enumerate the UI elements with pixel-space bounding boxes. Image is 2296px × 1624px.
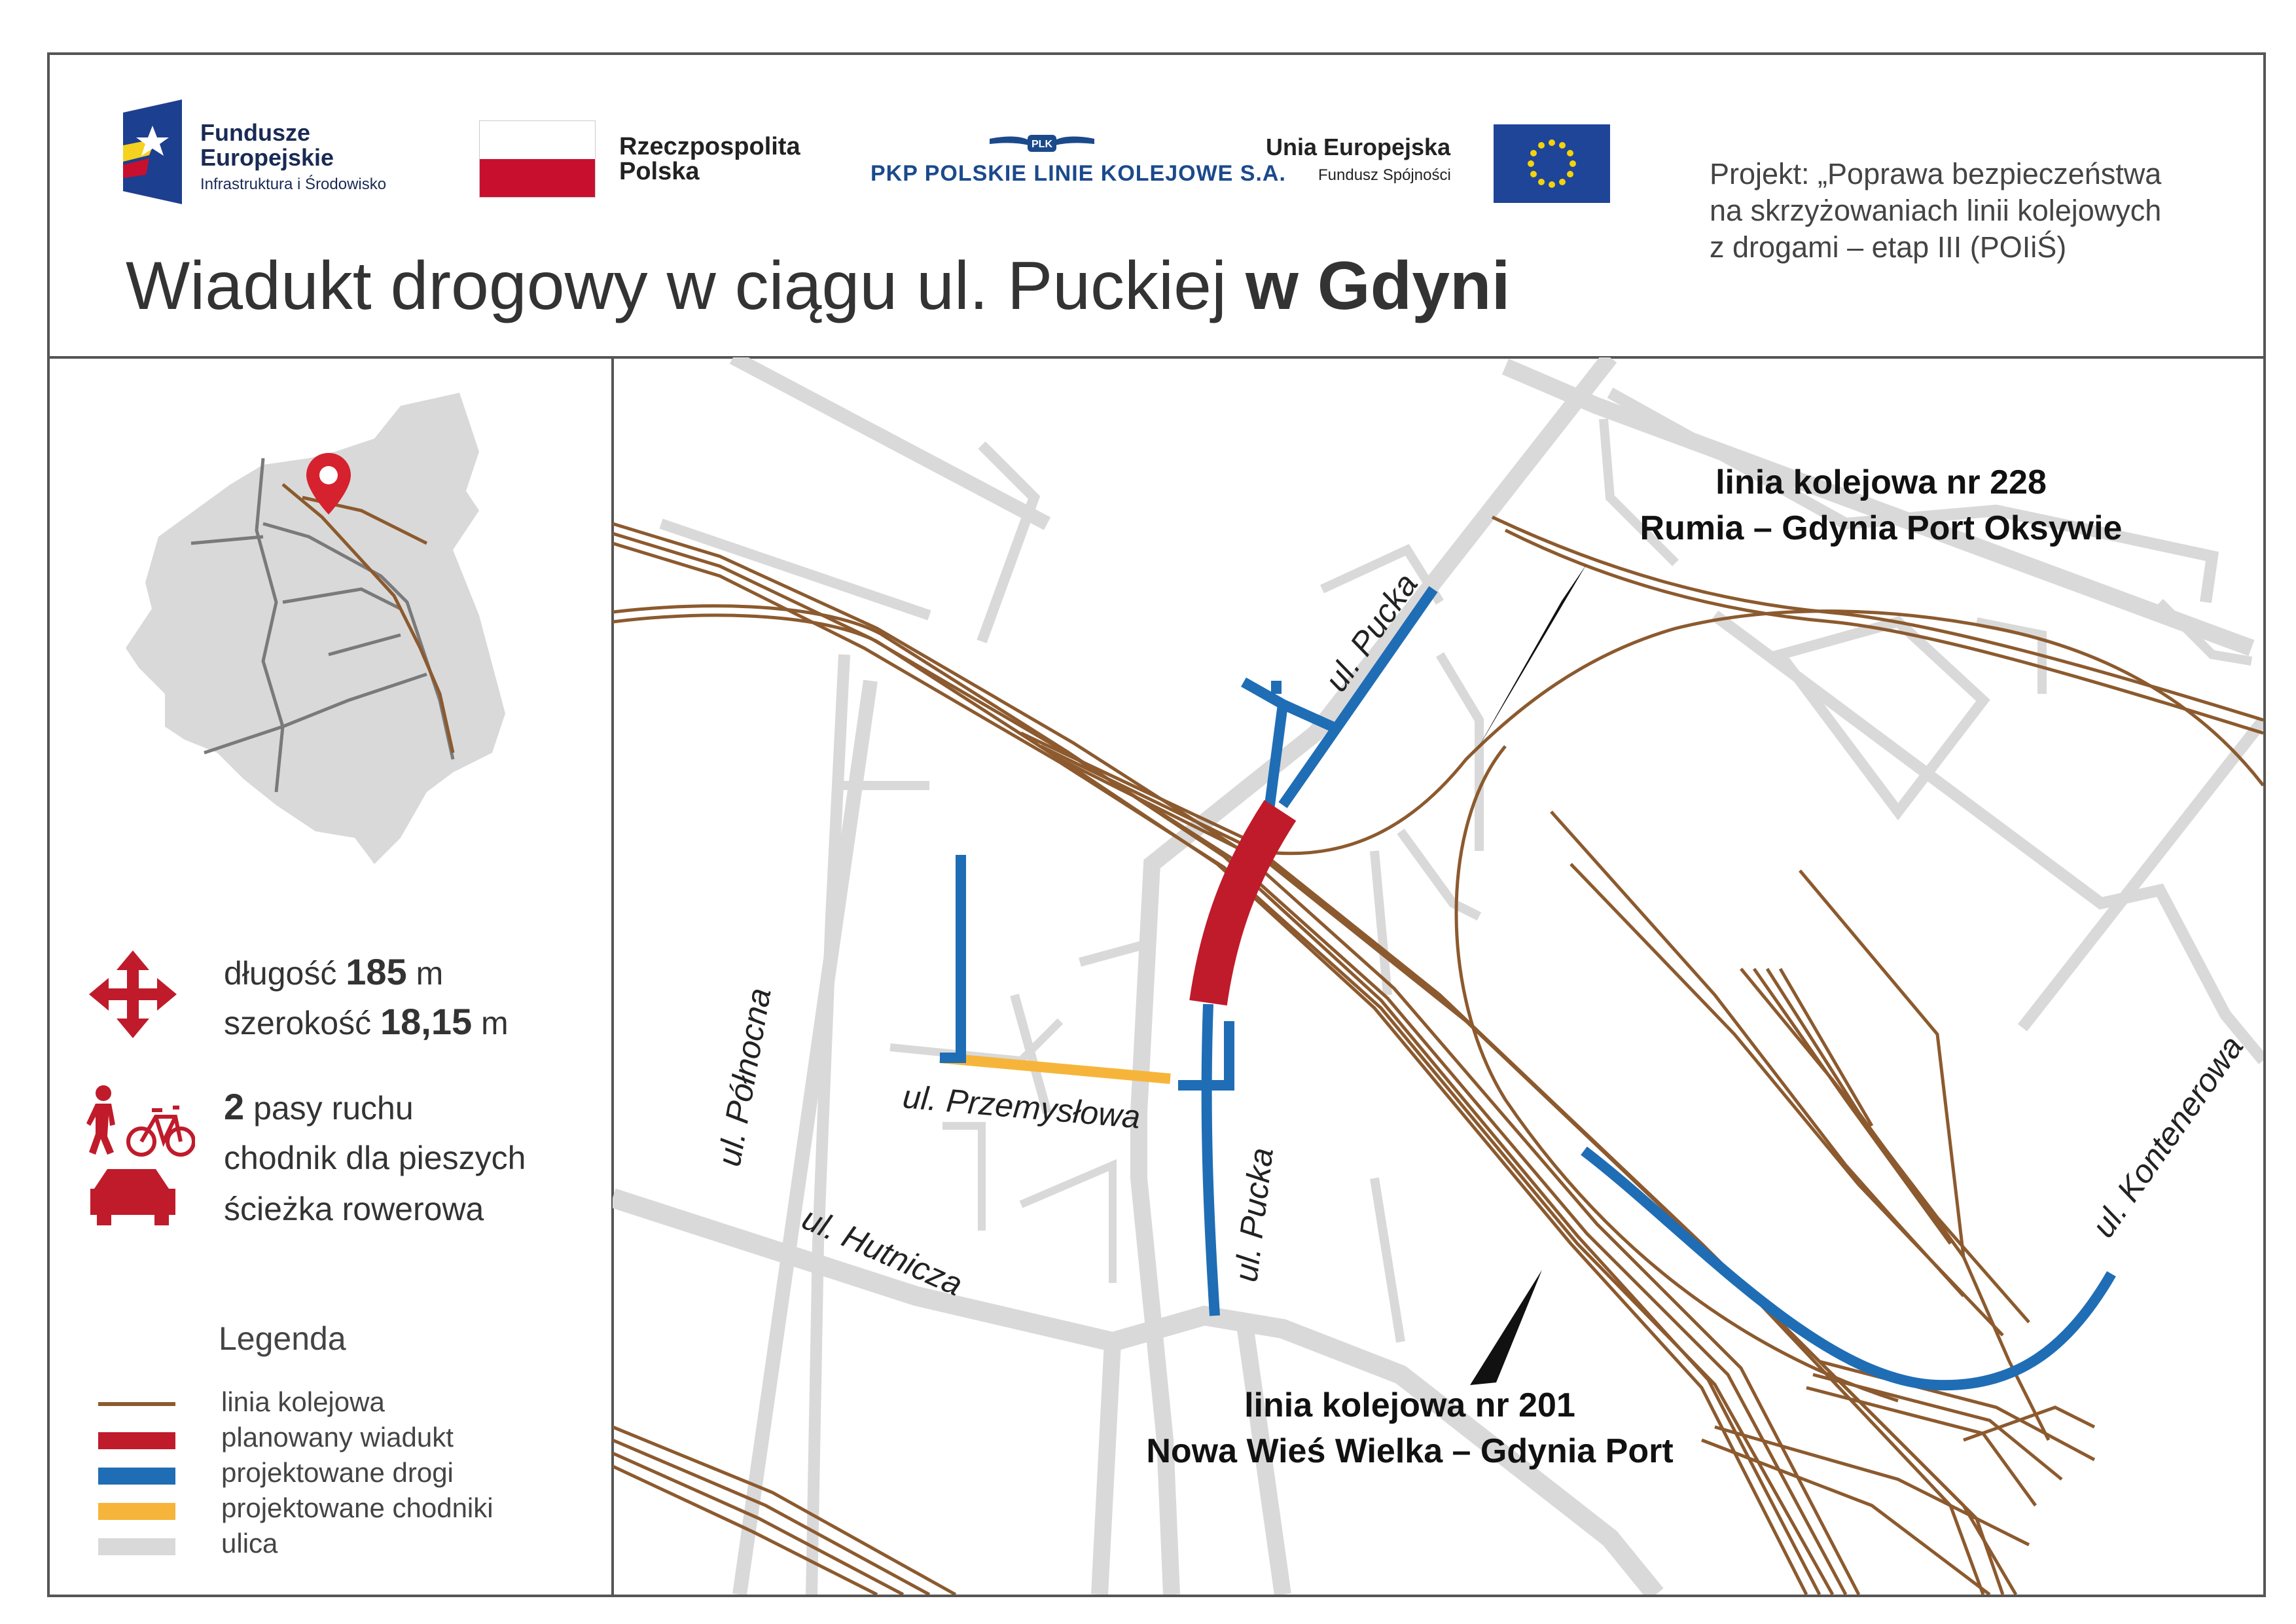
map-area [613,357,2263,1595]
label-pucka-north: ul. Pucka [1318,566,1425,698]
rail-228-line1: linia kolejowa nr 228 [1715,463,2047,501]
legend-label: ulica [221,1528,278,1559]
project-line3: z drogami – etap III (POIiŚ) [1710,230,2067,264]
legend-label: projektowane chodniki [221,1492,493,1523]
car-icon [90,1169,175,1215]
length-unit: m [416,955,444,992]
legend-swatch [98,1432,175,1449]
width-label: szerokość [224,1005,372,1041]
fe-logo-sub: Infrastruktura i Środowisko [200,175,387,193]
plk-wings-icon [990,130,1094,158]
eu-flag-icon [1494,124,1610,203]
length-stat [224,947,443,999]
fe-logo-line1: Fundusze [200,119,310,146]
length-label: długość [224,955,337,992]
width-unit: m [481,1005,509,1041]
dimensions-arrows-icon [89,950,177,1038]
legend-swatch [98,1468,175,1485]
lanes-stat [224,1081,414,1134]
rp-logo-line2: Polska [619,158,700,185]
width-value: 18,15 [380,1001,473,1042]
lanes-label: pasy ruchu [253,1090,414,1127]
width-stat [224,996,509,1049]
pointer-rail-228 [1475,564,1587,753]
legend-label: planowany wiadukt [221,1422,454,1453]
sidebar [47,357,614,1597]
bikepath-stat: ścieżka rowerowa [224,1191,484,1227]
legend-swatch [98,1503,175,1520]
gdynia-locator-map [113,386,531,871]
legend-swatch [98,1402,175,1406]
legend-label: linia kolejowa [221,1386,385,1417]
title-normal: Wiadukt drogowy w ciągu ul. Puckiej [126,248,1227,324]
page-title [126,247,1510,325]
project-line1: Projekt: „Poprawa bezpieczeństwa [1710,157,2162,190]
polish-flag-icon [479,120,596,198]
sidewalk-stat: chodnik dla pieszych [224,1140,526,1176]
length-value: 185 [346,951,407,992]
title-bold: w Gdyni [1245,248,1511,324]
rp-logo-line1: Rzeczpospolita [619,133,800,160]
pointer-rail-201 [1470,1270,1542,1385]
pedestrian-icon [96,1085,111,1101]
label-pucka-south: ul. Pucka [1227,1146,1280,1284]
pkp-logo-text: PKP POLSKIE LINIE KOLEJOWE S.A. [870,161,1286,186]
header [47,52,2266,359]
ue-logo-text: Unia Europejska [1266,134,1451,160]
legend-swatch [98,1538,175,1555]
lanes-value: 2 [224,1086,245,1127]
map-svg [613,357,2263,1595]
label-polnocna: ul. Północna [710,985,778,1169]
fundusze-europejskie-logo-icon [123,99,182,204]
rail-201-line1: linia kolejowa nr 201 [1244,1386,1575,1424]
project-line2: na skrzyżowaniach linii kolejowych [1710,194,2162,227]
rail-228-line2: Rumia – Gdynia Port Oksywie [1640,509,2123,547]
rail-201-line2: Nowa Wieś Wielka – Gdynia Port [1146,1432,1674,1470]
label-hutnicza: ul. Hutnicza [797,1199,968,1303]
legend-label: projektowane drogi [221,1457,454,1488]
traffic-modes-icon [84,1084,195,1228]
legend-title: Legenda [219,1320,346,1357]
label-przemyslowa: ul. Przemysłowa [901,1078,1142,1136]
ue-logo-sub: Fundusz Spójności [1318,166,1451,184]
label-kontenerowa: ul. Kontenerowa [2085,1029,2251,1244]
fe-logo-line2: Europejskie [200,144,334,171]
plk-mark-text: PLK [1031,139,1052,150]
